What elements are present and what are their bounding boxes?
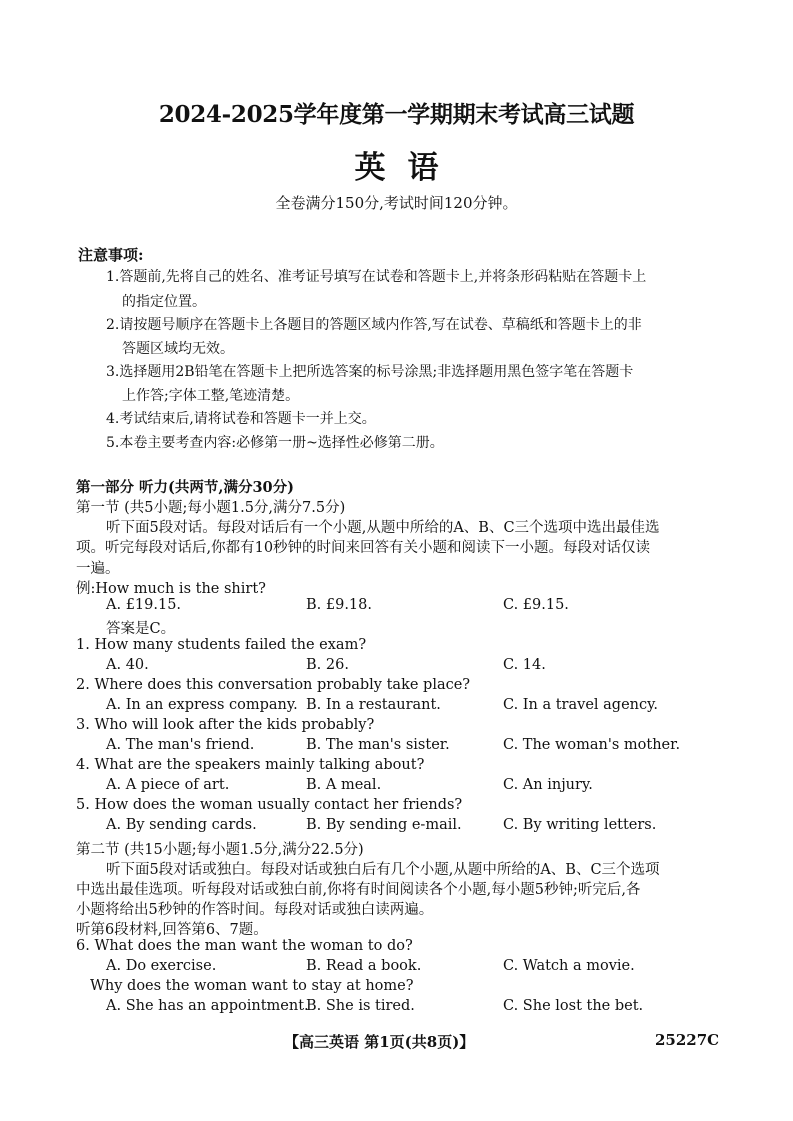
example-option-a: A. £19.15. xyxy=(106,597,182,613)
question-text: 6. What does the man want the woman to do? xyxy=(76,938,413,954)
option-c: C. Watch a movie. xyxy=(503,958,635,974)
part1-heading: 第一部分 听力(共两节,满分30分) xyxy=(76,479,294,496)
example-question: 例:How much is the shirt? xyxy=(76,581,266,597)
notice-line: 4.考试结束后,请将试卷和答题卡一并上交。 xyxy=(106,411,376,427)
option-b: B. 26. xyxy=(306,657,349,673)
option-b: B. A meal. xyxy=(306,777,382,793)
option-c: C. She lost the bet. xyxy=(503,998,644,1014)
section1-heading: 第一节 (共5小题;每小题1.5分,满分7.5分) xyxy=(76,500,346,516)
example-answer: 答案是C。 xyxy=(106,621,176,637)
option-b: B. The man's sister. xyxy=(306,737,450,753)
instruction-line: 项。听完每段对话后,你都有10秒钟的时间来回答有关小题和阅读下一小题。每段对话仅读 xyxy=(76,540,651,556)
question-text: Why does the woman want to stay at home? xyxy=(90,978,414,994)
option-b: B. By sending e-mail. xyxy=(306,817,462,833)
instruction-line: 听下面5段对话或独白。每段对话或独白后有几个小题,从题中所给的A、B、C三个选项 xyxy=(106,862,660,878)
example-option-c: C. £9.15. xyxy=(503,597,569,613)
score-info: 全卷满分150分,考试时间120分钟。 xyxy=(275,194,518,212)
option-a: A. By sending cards. xyxy=(106,817,257,833)
option-a: A. She has an appointment. xyxy=(106,998,309,1014)
option-c: C. In a travel agency. xyxy=(503,697,658,713)
option-b: B. She is tired. xyxy=(306,998,415,1014)
option-a: A. In an express company. xyxy=(106,697,298,713)
notice-line: 上作答;字体工整,笔迹清楚。 xyxy=(122,388,300,404)
notice-line: 1.答题前,先将自己的姓名、准考证号填写在试卷和答题卡上,并将条形码粘贴在答题卡上 xyxy=(106,269,647,285)
question-text: 2. Where does this conversation probably take place? xyxy=(76,677,471,693)
notice-line: 2.请按题号顺序在答题卡上各题目的答题区域内作答,写在试卷、草稿纸和答题卡上的非 xyxy=(106,317,642,333)
example-option-b: B. £9.18. xyxy=(306,597,372,613)
option-a: A. The man's friend. xyxy=(106,737,255,753)
option-c: C. The woman's mother. xyxy=(503,737,681,753)
page-footer: 【高三英语 第1页(共8页)】 xyxy=(284,1033,475,1051)
option-b: B. In a restaurant. xyxy=(306,697,441,713)
notice-line: 3.选择题用2B铅笔在答题卡上把所选答案的标号涂黑;非选择题用黑色签字笔在答题卡 xyxy=(106,364,634,380)
option-a: A. Do exercise. xyxy=(106,958,217,974)
instruction-line: 听下面5段对话。每段对话后有一个小题,从题中所给的A、B、C三个选项中选出最佳选 xyxy=(106,520,660,536)
notice-title: 注意事项: xyxy=(78,246,144,264)
question-text: 5. How does the woman usually contact her friends? xyxy=(76,797,463,813)
instruction-line: 中选出最佳选项。听每段对话或独白前,你将有时间阅读各个小题,每小题5秒钟;听完后,各 xyxy=(76,882,641,898)
option-b: B. Read a book. xyxy=(306,958,422,974)
option-c: C. An injury. xyxy=(503,777,593,793)
question-text: 4. What are the speakers mainly talking about? xyxy=(76,757,425,773)
subject-title: 英语 xyxy=(354,150,461,186)
option-c: C. 14. xyxy=(503,657,546,673)
instruction-line: 一遍。 xyxy=(76,561,120,577)
notice-line: 的指定位置。 xyxy=(122,294,206,310)
option-a: A. A piece of art. xyxy=(106,777,230,793)
material-note: 听第6段材料,回答第6、7题。 xyxy=(76,922,268,938)
instruction-line: 小题将给出5秒钟的作答时间。每段对话或独白读两遍。 xyxy=(76,902,434,918)
exam-code: 25227C xyxy=(655,1031,720,1049)
notice-line: 答题区域均无效。 xyxy=(122,341,234,357)
option-a: A. 40. xyxy=(106,657,149,673)
question-text: 3. Who will look after the kids probably? xyxy=(76,717,375,733)
exam-title: 2024-2025学年度第一学期期末考试高三试题 xyxy=(158,101,635,128)
notice-line: 5.本卷主要考查内容:必修第一册~选择性必修第二册。 xyxy=(106,435,444,451)
question-text: 1. How many students failed the exam? xyxy=(76,637,367,653)
section2-heading: 第二节 (共15小题;每小题1.5分,满分22.5分) xyxy=(76,842,364,858)
option-c: C. By writing letters. xyxy=(503,817,657,833)
